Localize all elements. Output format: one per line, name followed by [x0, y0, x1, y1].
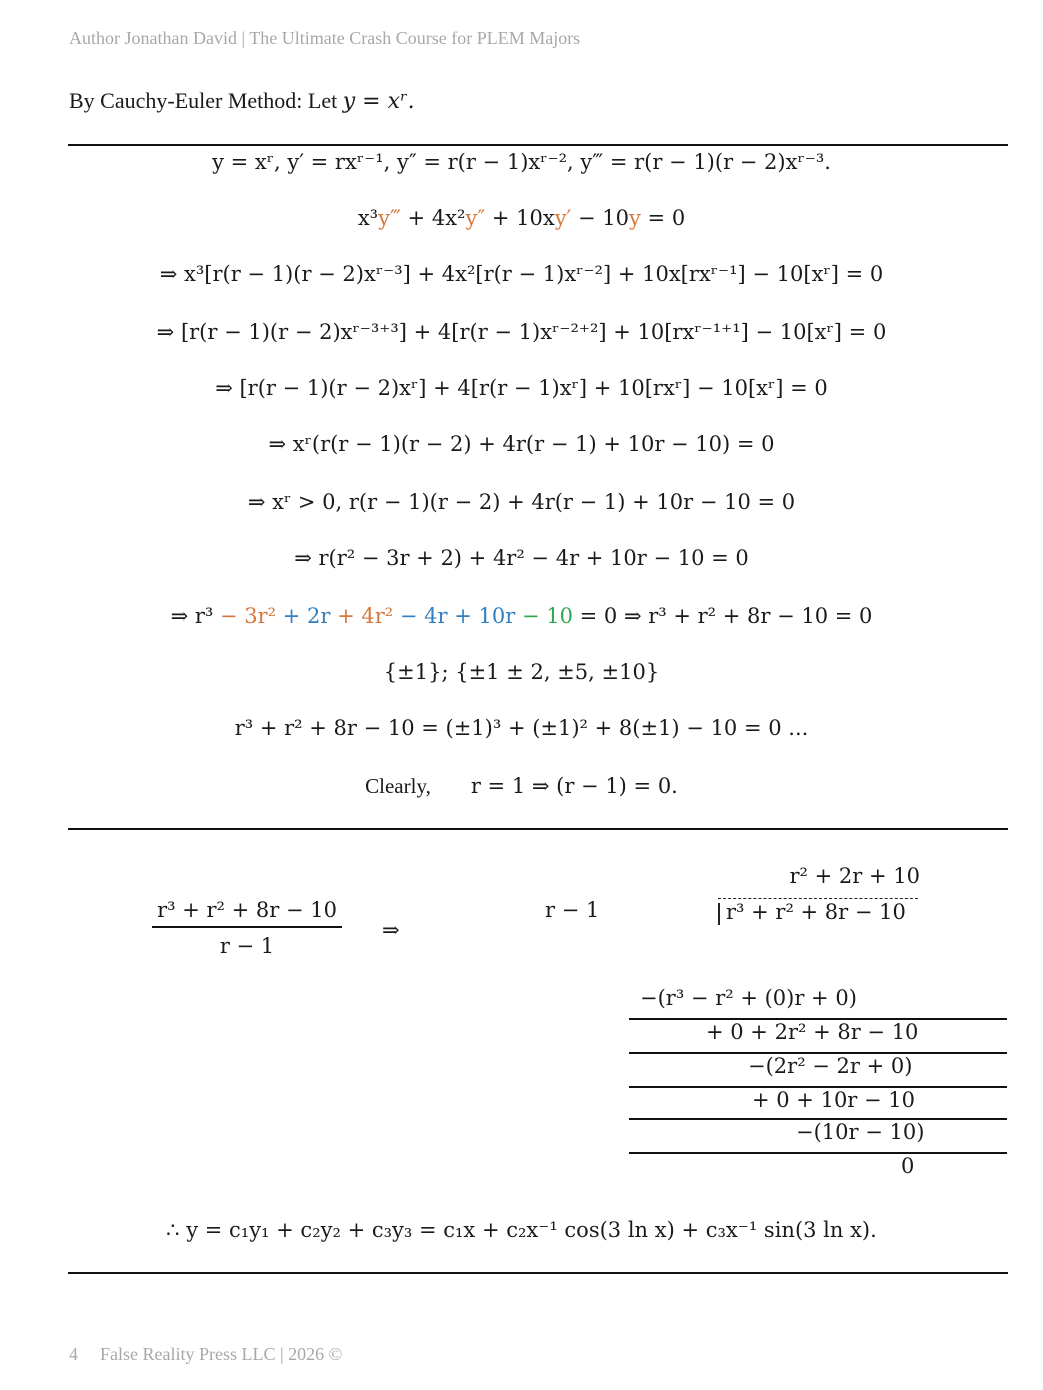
long-division-bar — [718, 898, 918, 899]
step-7-term-orange: − 3r² — [213, 604, 277, 628]
division-remainder: 0 — [901, 1154, 915, 1178]
middle-rule — [68, 828, 1008, 830]
step-4: ⇒ xʳ(r(r − 1)(r − 2) + 4r(r − 1) + 10r − 10) = 0 — [268, 432, 775, 456]
ode-term: − 10 — [571, 206, 629, 230]
division-rule — [629, 1152, 1007, 1154]
ode-term: + 4x² — [400, 206, 466, 230]
step-7-term-blue: + 10r — [447, 604, 516, 628]
root-test-line: r³ + r² + 8r − 10 = (±1)³ + (±1)² + 8(±1) − 10 = 0 ... — [234, 716, 809, 740]
intro-line — [69, 88, 415, 114]
step-7-term-green: − 10 — [515, 604, 573, 628]
ode-term-highlight: y″ — [465, 206, 486, 230]
step-7-term: ⇒ r³ — [170, 604, 214, 628]
division-step-1: −(r³ − r² + (0)r + 0) — [640, 986, 857, 1010]
step-3: ⇒ [r(r − 1)(r − 2)xʳ] + 4[r(r − 1)xʳ] + 10[rxʳ] − 10[xʳ] = 0 — [215, 376, 828, 400]
clearly-line — [0, 774, 1043, 799]
dividend-text: r³ + r² + 8r − 10 — [726, 900, 906, 924]
quotient: r² + 2r + 10 — [789, 864, 920, 888]
polynomial-fraction — [152, 898, 342, 958]
page-number: 4 — [69, 1344, 78, 1364]
ode-term-highlight: y′ — [554, 206, 572, 230]
top-rule — [68, 144, 1008, 146]
division-bracket — [718, 903, 720, 925]
step-7-term-orange: + 4r² — [330, 604, 394, 628]
step-7 — [0, 604, 1043, 628]
derivatives-line: y = xʳ, y′ = rxʳ⁻¹, y″ = r(r − 1)xʳ⁻², y‴ = r(r − 1)(r − 2)xʳ⁻³. — [212, 150, 831, 174]
step-7-term: = 0 ⇒ r³ + r² + 8r − 10 = 0 — [572, 604, 873, 628]
implies-arrow: ⇒ — [382, 918, 400, 942]
ode-line — [0, 206, 1043, 230]
general-solution: ∴ y = c₁y₁ + c₂y₂ + c₃y₃ = c₁x + c₂x⁻¹ cos(3 ln x) + c₃x⁻¹ sin(3 ln x). — [166, 1218, 877, 1242]
ode-term: = 0 — [640, 206, 686, 230]
rational-roots-line: {±1}; {±1 ± 2, ±5, ±10} — [383, 660, 660, 684]
step-7-term-blue: + 2r — [276, 604, 331, 628]
step-1: ⇒ x³[r(r − 1)(r − 2)xʳ⁻³] + 4x²[r(r − 1)xʳ⁻²] + 10x[rxʳ⁻¹] − 10[xʳ] = 0 — [159, 262, 884, 286]
clearly-math: r = 1 ⇒ (r − 1) = 0. — [470, 774, 678, 798]
divisor: r − 1 — [545, 898, 600, 922]
ode-term-highlight: y‴ — [378, 206, 401, 230]
dividend — [718, 900, 906, 925]
running-header: Author Jonathan David | The Ultimate Crash Course for PLEM Majors — [69, 28, 581, 48]
division-step-2: + 0 + 2r² + 8r − 10 — [706, 1020, 919, 1044]
footer — [69, 1344, 342, 1365]
fraction-denominator: r − 1 — [219, 934, 275, 958]
bottom-rule — [68, 1272, 1008, 1274]
step-6: ⇒ r(r² − 3r + 2) + 4r² − 4r + 10r − 10 = 0 — [294, 546, 749, 570]
fraction-numerator: r³ + r² + 8r − 10 — [152, 898, 342, 928]
step-2: ⇒ [r(r − 1)(r − 2)xʳ⁻³⁺³] + 4[r(r − 1)xʳ⁻²⁺²] + 10[rxʳ⁻¹⁺¹] − 10[xʳ] = 0 — [156, 320, 887, 344]
clearly-word: Clearly, — [365, 774, 431, 798]
division-step-3: −(2r² − 2r + 0) — [748, 1054, 913, 1078]
division-step-4: + 0 + 10r − 10 — [752, 1088, 916, 1112]
intro-formula: y = xʳ. — [342, 89, 415, 114]
ode-term-highlight: y — [629, 206, 641, 230]
intro-text: By Cauchy-Euler Method: Let — [69, 88, 343, 113]
ode-term: + 10x — [485, 206, 555, 230]
step-5: ⇒ xʳ > 0, r(r − 1)(r − 2) + 4r(r − 1) + 10r − 10 = 0 — [247, 490, 796, 514]
step-7-term-blue: − 4r — [393, 604, 448, 628]
division-step-5: −(10r − 10) — [796, 1120, 925, 1144]
footer-text: False Reality Press LLC | 2026 © — [100, 1344, 343, 1364]
ode-term: x³ — [357, 206, 379, 230]
